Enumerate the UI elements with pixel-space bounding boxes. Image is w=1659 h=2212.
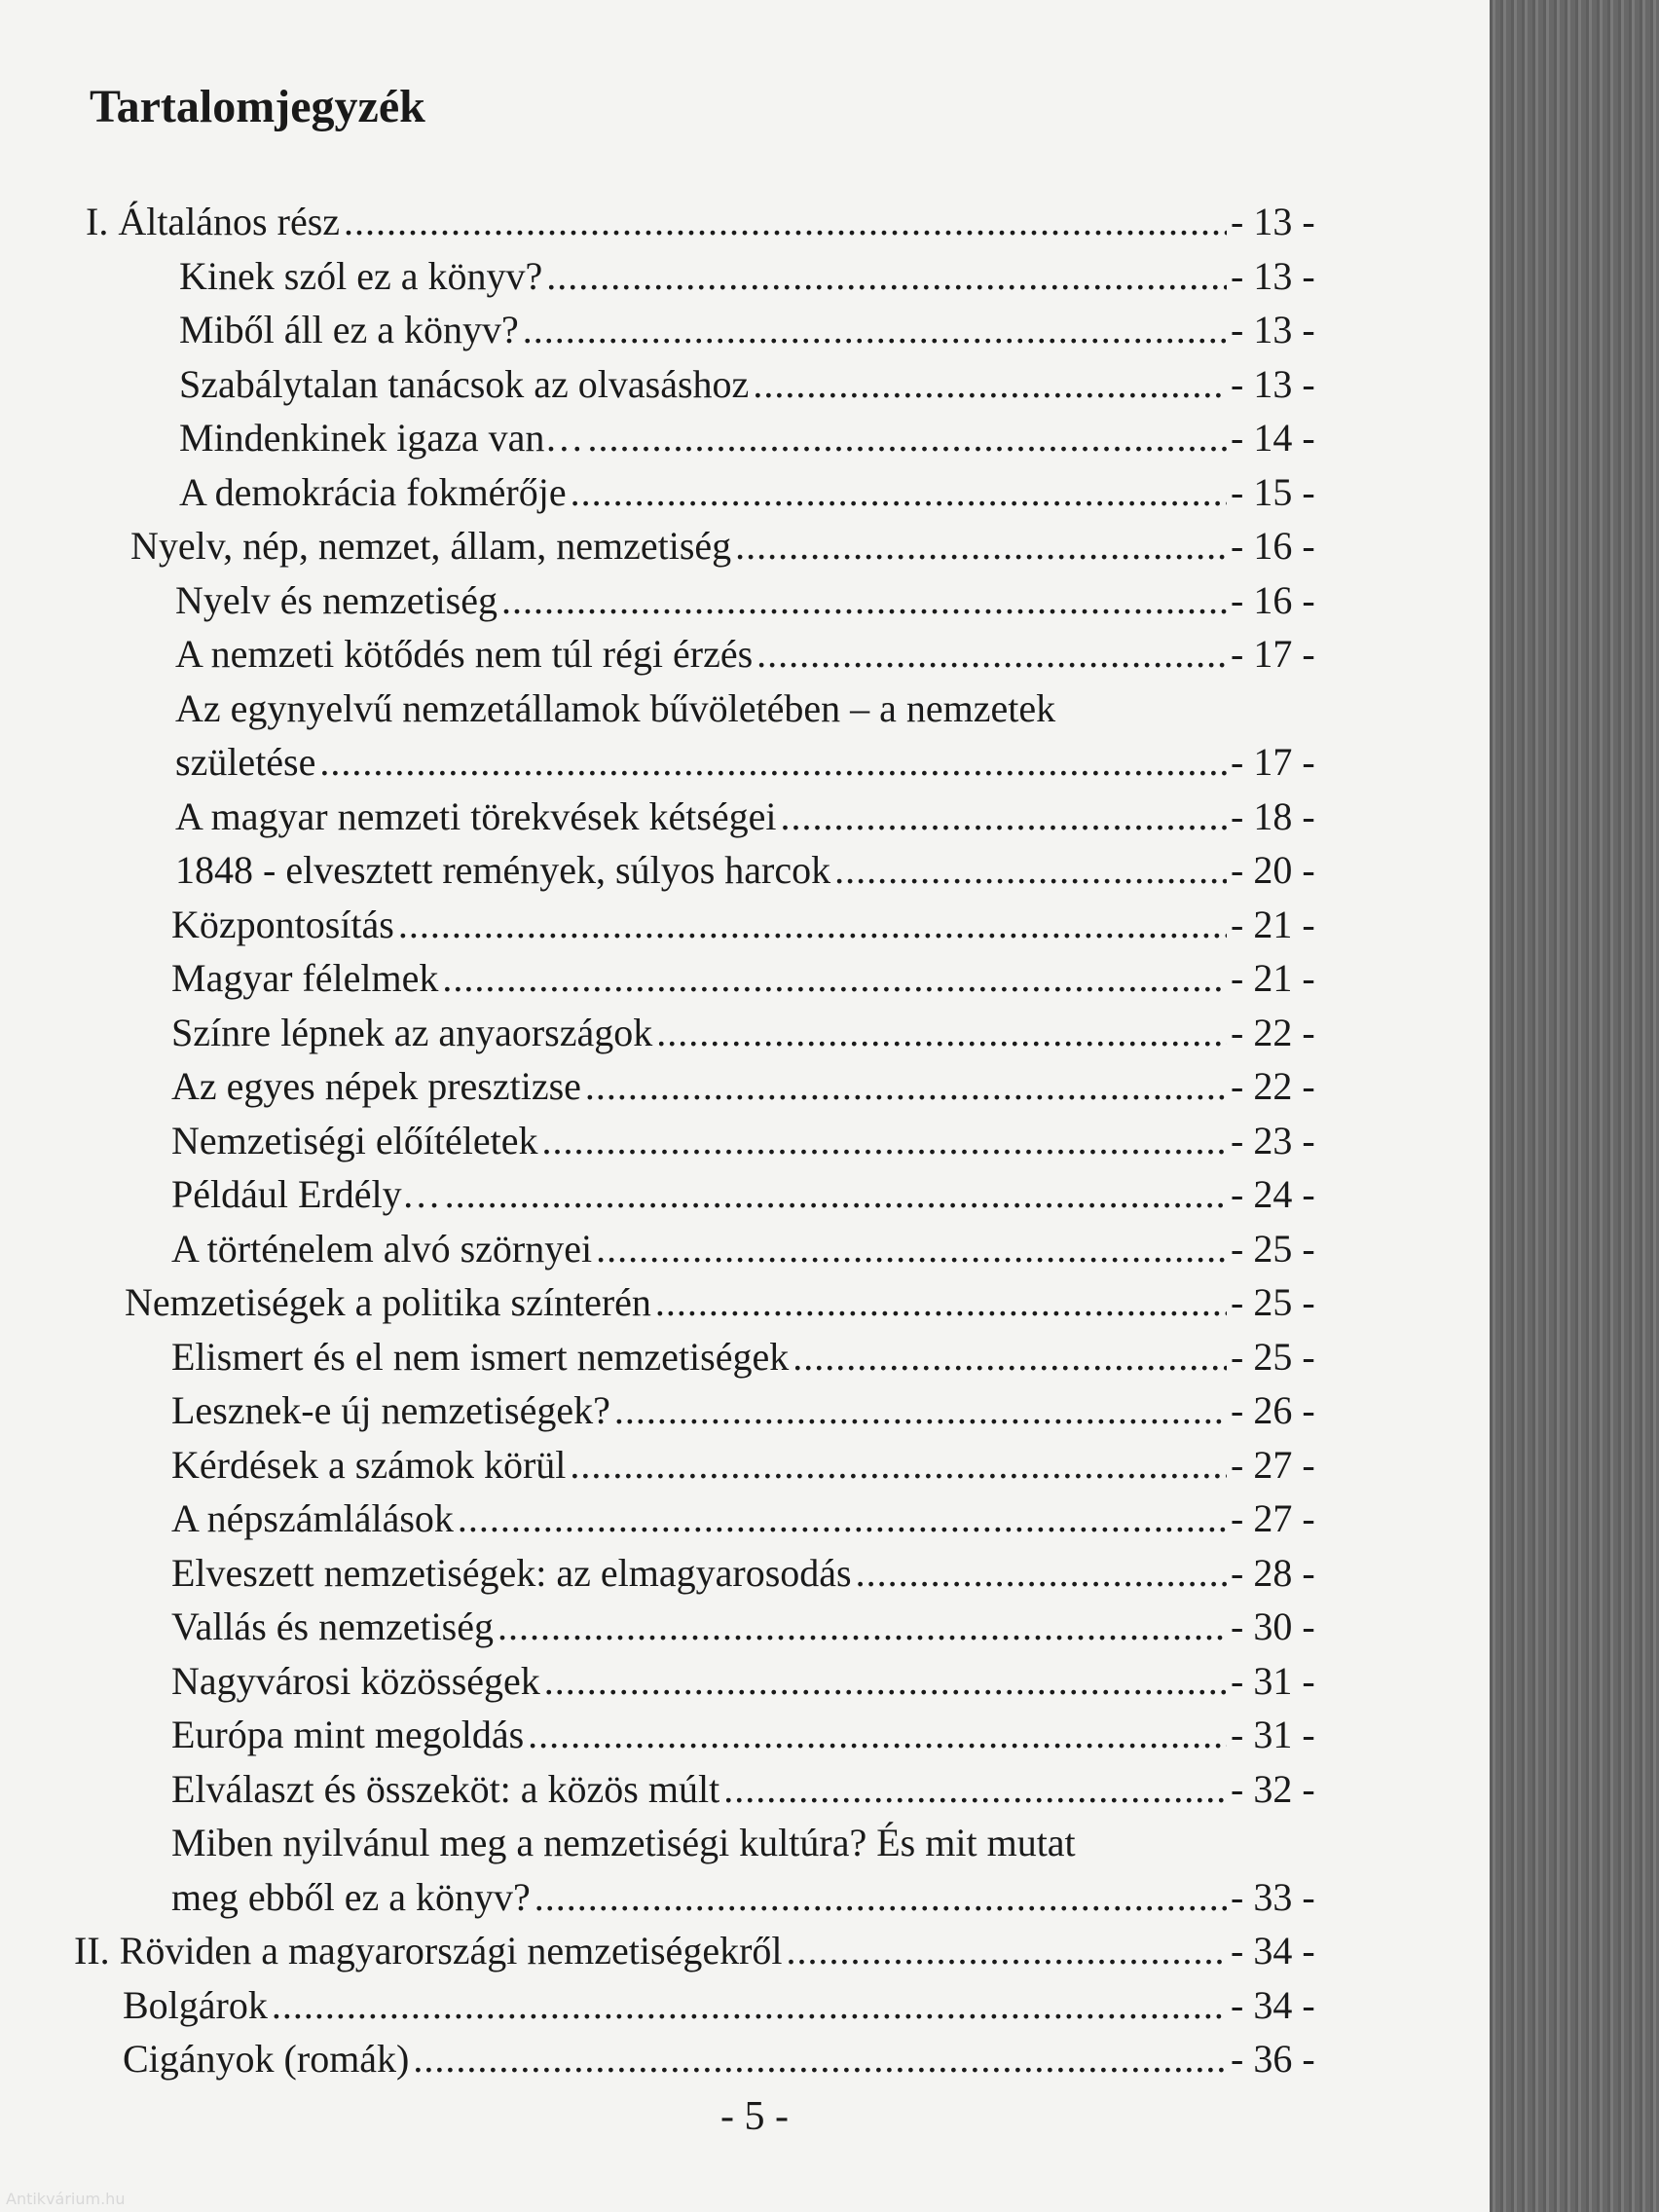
dot-leader [528, 1708, 1227, 1762]
toc-entry-label: Például Erdély… [171, 1172, 441, 1216]
toc-entry [0, 1654, 1490, 1709]
toc-entry [0, 1924, 1490, 1978]
toc-entry-label: II. Röviden a magyarországi nemzetiségekről [74, 1929, 783, 1972]
dot-leader [585, 1059, 1227, 1114]
toc-entry-label: Nyelv, nép, nemzet, állam, nemzetiség [130, 524, 732, 568]
toc-entry [0, 249, 1490, 304]
dot-leader [587, 411, 1227, 465]
toc-entry [0, 1870, 1490, 1925]
toc-entry-label: Elismert és el nem ismert nemzetiségek [171, 1334, 790, 1379]
dot-leader [458, 1492, 1227, 1546]
toc-entry-label: Elveszett nemzetiségek: az elmagyarosodás [171, 1550, 852, 1595]
toc-entry [0, 735, 1490, 790]
toc-entry [0, 1492, 1490, 1546]
toc-entry-label: Kinek szól ez a könyv? [179, 253, 543, 298]
dot-leader [856, 1546, 1227, 1601]
toc-entry [0, 1978, 1490, 2033]
dot-leader [344, 195, 1227, 249]
toc-entry-page: - 27 - [1231, 1442, 1315, 1487]
watermark: Antikvárium.hu [6, 2190, 126, 2208]
toc-entry-page: - 18 - [1231, 793, 1315, 838]
toc-entry [0, 1708, 1490, 1762]
toc-entry-label: A magyar nemzeti törekvések kétségei [175, 793, 777, 838]
toc-entry-page: - 31 - [1231, 1658, 1315, 1703]
toc-entry [0, 303, 1490, 357]
toc-entry [0, 843, 1490, 898]
toc-entry-page: - 22 - [1231, 1010, 1315, 1054]
toc-entry [0, 951, 1490, 1006]
dot-leader [570, 1438, 1227, 1493]
toc-title: Tartalomjegyzék [90, 81, 425, 132]
toc-entry-label: Kérdések a számok körül [171, 1442, 567, 1487]
dot-leader [756, 627, 1227, 682]
toc-entry-page: - 25 - [1231, 1280, 1315, 1324]
toc-entry-page: - 13 - [1231, 200, 1315, 243]
toc-entry-label: I. Általános rész [86, 200, 341, 243]
toc-entry [0, 357, 1490, 412]
toc-entry-label: A népszámlálások [171, 1496, 454, 1540]
toc-entry-page: - 13 - [1231, 253, 1315, 298]
toc-entry-label: Nemzetiségi előítéletek [171, 1118, 538, 1162]
toc-entry-label: Magyar félelmek [171, 956, 439, 1000]
toc-entry-label: A nemzeti kötődés nem túl régi érzés [175, 632, 754, 676]
toc-entry-page: - 20 - [1231, 848, 1315, 892]
toc-entry-label: A demokrácia fokmérője [179, 469, 567, 514]
dot-leader [656, 1006, 1227, 1060]
toc-entry-page: - 34 - [1231, 1982, 1315, 2027]
toc-entry-label: Nyelv és nemzetiség [175, 577, 498, 622]
dot-leader [523, 303, 1227, 357]
dot-leader [723, 1762, 1227, 1817]
dot-leader [614, 1383, 1227, 1438]
dot-leader [535, 1870, 1227, 1925]
toc-entry [0, 1438, 1490, 1493]
toc-entry [0, 573, 1490, 628]
toc-entry-page: - 31 - [1231, 1713, 1315, 1756]
toc-entry-page: - 16 - [1231, 524, 1315, 568]
toc-entry-label: Nemzetiségek a politika színterén [125, 1280, 651, 1324]
toc-entry-label: Az egyes népek presztizse [171, 1064, 581, 1108]
toc-entry-page: - 23 - [1231, 1118, 1315, 1162]
dot-leader [445, 1167, 1227, 1222]
toc-entry-label: Központosítás [171, 902, 394, 946]
toc-entry-page: - 15 - [1231, 469, 1315, 514]
toc-entry-page: - 16 - [1231, 577, 1315, 622]
toc-entry [0, 1059, 1490, 1114]
dot-leader [596, 1222, 1227, 1276]
toc-entry-page: - 21 - [1231, 956, 1315, 1000]
toc-entry-page: - 30 - [1231, 1604, 1315, 1648]
toc-entry [0, 1114, 1490, 1168]
toc-entry-first-line: Miben nyilvánul meg a nemzetiségi kultúra? És mit mutat [171, 1821, 1076, 1864]
dot-leader [571, 465, 1227, 520]
dot-leader [753, 357, 1227, 412]
table-of-contents [0, 195, 1490, 2086]
background-surface [1490, 0, 1659, 2212]
dot-leader [498, 1600, 1227, 1654]
toc-entry-page: - 27 - [1231, 1496, 1315, 1540]
dot-leader [413, 2032, 1227, 2086]
dot-leader [793, 1330, 1227, 1384]
toc-entry-page: - 26 - [1231, 1388, 1315, 1432]
toc-entry-page: - 24 - [1231, 1172, 1315, 1216]
toc-entry-label: 1848 - elvesztett remények, súlyos harcok [175, 848, 831, 892]
toc-entry-label: Bolgárok [123, 1982, 268, 2027]
dot-leader [834, 843, 1227, 898]
toc-entry-page: - 17 - [1231, 740, 1315, 784]
toc-entry-page: - 36 - [1231, 2037, 1315, 2081]
toc-entry [0, 627, 1490, 682]
toc-entry-page: - 22 - [1231, 1064, 1315, 1108]
toc-entry [0, 1167, 1490, 1222]
toc-entry [0, 2032, 1490, 2086]
toc-entry-label: A történelem alvó szörnyei [171, 1226, 593, 1271]
dot-leader [781, 790, 1227, 844]
toc-entry [0, 790, 1490, 844]
toc-entry-page: - 34 - [1231, 1929, 1315, 1972]
dot-leader [398, 898, 1227, 952]
page-number: - 5 - [720, 2094, 789, 2139]
dot-leader [542, 1114, 1227, 1168]
toc-entry-page: - 21 - [1231, 902, 1315, 946]
toc-entry-label: Szabálytalan tanácsok az olvasáshoz [179, 361, 750, 406]
dot-leader [735, 519, 1227, 573]
toc-entry-label: Lesznek-e új nemzetiségek? [171, 1388, 610, 1432]
toc-entry-label: Cigányok (romák) [123, 2037, 410, 2081]
toc-entry [0, 411, 1490, 465]
toc-entry [0, 1762, 1490, 1817]
toc-entry [0, 1383, 1490, 1438]
toc-entry-page: - 32 - [1231, 1766, 1315, 1811]
dot-leader [655, 1275, 1227, 1330]
toc-entry-page: - 17 - [1231, 632, 1315, 676]
toc-entry-label: Vallás és nemzetiség [171, 1604, 494, 1648]
toc-entry [0, 1330, 1490, 1384]
toc-entry [0, 1222, 1490, 1276]
toc-entry [0, 519, 1490, 573]
dot-leader [787, 1924, 1228, 1978]
toc-entry [0, 898, 1490, 952]
toc-entry-page: - 14 - [1231, 416, 1315, 460]
dot-leader [546, 249, 1227, 304]
toc-entry-first-line: Az egynyelvű nemzetállamok bűvöletében – a nemzetek [175, 685, 1056, 730]
dot-leader [319, 735, 1227, 790]
toc-entry [0, 1546, 1490, 1601]
toc-entry-label: Nagyvárosi közösségek [171, 1658, 540, 1703]
toc-entry [0, 1600, 1490, 1654]
toc-entry-label: Miből áll ez a könyv? [179, 308, 519, 351]
dot-leader [544, 1654, 1227, 1709]
toc-entry [0, 1275, 1490, 1330]
toc-entry-page: - 13 - [1231, 308, 1315, 351]
toc-entry-label: Európa mint megoldás [171, 1713, 525, 1756]
toc-entry-label: születése [175, 740, 316, 784]
dot-leader [442, 951, 1227, 1006]
toc-entry [0, 195, 1490, 249]
toc-entry [0, 465, 1490, 520]
toc-entry-label: Elválaszt és összeköt: a közös múlt [171, 1766, 720, 1811]
toc-entry-label: Színre lépnek az anyaországok [171, 1010, 653, 1054]
toc-entry-page: - 25 - [1231, 1334, 1315, 1379]
toc-entry-label: Mindenkinek igaza van… [179, 416, 584, 460]
dot-leader [501, 573, 1227, 628]
toc-entry [0, 1006, 1490, 1060]
toc-entry-page: - 13 - [1231, 361, 1315, 406]
dot-leader [272, 1978, 1227, 2033]
toc-entry-label: meg ebből ez a könyv? [171, 1874, 531, 1919]
toc-entry-page: - 28 - [1231, 1550, 1315, 1595]
toc-entry-page: - 33 - [1231, 1874, 1315, 1919]
toc-entry-page: - 25 - [1231, 1226, 1315, 1271]
